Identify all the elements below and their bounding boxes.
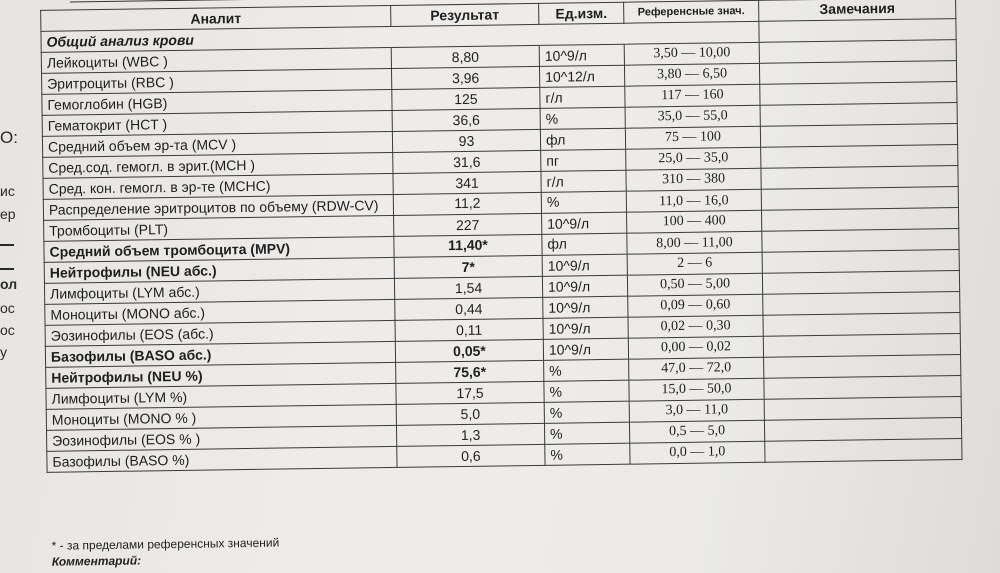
comment-label: Комментарий: [51,553,142,569]
unit-value: 10^12/л [539,65,624,87]
notes-cell [760,124,957,148]
reference-range: 8,00 — 11,00 [627,231,762,254]
notes-cell [760,103,957,127]
margin-fragment: ис [0,183,15,199]
analyte-name: Лимфоциты (LYM %) [46,383,396,409]
reference-range: 75 — 100 [625,126,760,149]
reference-range: 15,0 — 50,0 [629,378,764,401]
notes-cell [762,250,959,274]
result-value: 0,05* [395,339,543,362]
notes-cell [764,355,961,379]
unit-value: % [544,422,629,444]
reference-range: 100 — 400 [627,210,762,233]
analyte-name: Распределение эритроцитов по объему (RDW-CV) [43,194,393,220]
result-value: 0,6 [397,444,545,467]
notes-cell [759,61,956,85]
result-value: 5,0 [396,402,544,425]
reference-range: 0,0 — 1,0 [630,441,765,464]
analyte-name: Нейтрофилы (NEU %) [46,362,396,388]
lab-report-sheet [30,0,978,573]
notes-cell [763,334,960,358]
analyte-name: Эритроциты (RBC ) [42,68,392,94]
notes-cell [762,271,959,295]
result-value: 17,5 [396,381,544,404]
margin-rule [0,268,14,270]
header-unit: Ед.изм. [539,2,624,24]
section-title: Общий анализ крови [41,26,391,52]
analyte-name: Тромбоциты (PLT) [44,215,394,241]
notes-cell [764,397,961,421]
unit-value: % [544,380,629,402]
notes-cell [765,439,962,463]
analyte-name: Эозинофилы (EOS (абс.) [45,320,395,346]
margin-fragment: ос [0,322,15,338]
unit-value: 10^9/л [543,338,628,360]
notes-cell [761,166,958,190]
reference-range: 3,0 — 11,0 [629,399,764,422]
analyte-name: Лейкоциты (WBC ) [41,47,391,73]
notes-cell [759,40,956,64]
analyte-name: Лимфоциты (LYM абс.) [44,278,394,304]
header-analyte: Аналит [41,5,391,31]
reference-range: 11,0 — 16,0 [626,189,761,212]
notes-cell [762,229,959,253]
unit-value: фл [540,128,625,150]
header-result: Результат [391,3,539,26]
notes-cell [764,418,961,442]
unit-value: г/л [541,170,626,192]
margin-fragment: ер [0,206,16,222]
notes-cell [764,376,961,400]
reference-range: 47,0 — 72,0 [629,357,764,380]
unit-value: % [541,191,626,213]
result-value: 1,3 [396,423,544,446]
header-reference: Референсные знач. [624,0,759,23]
result-value: 1,54 [394,276,542,299]
unit-value: пг [541,149,626,171]
unit-value: % [545,443,630,465]
analyte-name: Гематокрит (HCT ) [42,110,392,136]
result-value: 125 [392,87,540,110]
unit-value: 10^9/л [542,275,627,297]
analyte-name: Базофилы (BASO %) [47,446,397,472]
result-value: 11,40* [394,234,542,257]
analyte-name: Моноциты (MONO абс.) [45,299,395,325]
margin-fragment: у [0,344,7,360]
unit-value: 10^9/л [539,44,624,66]
margin-fragment: O: [0,128,18,147]
result-value: 36,6 [392,108,540,131]
reference-range: 0,02 — 0,30 [628,315,763,338]
analyte-name: Сред. кон. гемогл. в эр-те (MCHC) [43,173,393,199]
notes-cell [760,82,957,106]
reference-range: 25,0 — 35,0 [626,147,761,170]
footnote: * - за пределами референсных значений [51,535,280,553]
reference-range: 0,00 — 0,02 [628,336,763,359]
notes-cell [762,208,959,232]
header-notes: Замечания [759,0,956,21]
analyte-name: Сред.сод. гемогл. в эрит.(MCH ) [43,152,393,178]
analyte-name: Базофилы (BASO абс.) [45,341,395,367]
notes-cell [763,313,960,337]
reference-range: 0,5 — 5,0 [629,420,764,443]
unit-value: % [544,401,629,423]
result-value: 341 [393,171,541,194]
margin-fragment: ол [0,276,18,292]
result-value: 227 [394,213,542,236]
reference-range: 2 — 6 [627,252,762,275]
unit-value: 10^9/л [542,254,627,276]
analyte-name: Нейтрофилы (NEU абс.) [44,257,394,283]
result-value: 31,6 [393,150,541,173]
reference-range: 3,50 — 10,00 [624,42,759,65]
reference-range: 117 — 160 [625,84,760,107]
margin-fragment: ос [0,300,15,316]
result-value: 7* [394,255,542,278]
reference-range: 0,50 — 5,00 [627,273,762,296]
unit-value: фл [542,233,627,255]
unit-value: % [540,107,625,129]
unit-value: 10^9/л [543,296,628,318]
result-value: 0,11 [395,318,543,341]
result-value: 3,96 [391,66,539,89]
unit-value: г/л [540,86,625,108]
notes-cell [763,292,960,316]
result-value: 11,2 [393,192,541,215]
analyte-name: Эозинофилы (EOS % ) [47,425,397,451]
blood-test-table [40,0,962,473]
analyte-name: Средний объем тромбоцита (MPV) [44,236,394,262]
result-value: 93 [392,129,540,152]
unit-value: 10^9/л [542,212,627,234]
reference-range: 0,09 — 0,60 [628,294,763,317]
notes-cell [761,145,958,169]
analyte-name: Средний объем эр-та (MCV ) [42,131,392,157]
reference-range: 310 — 380 [626,168,761,191]
notes-cell [761,187,958,211]
analyte-name: Гемоглобин (HGB) [42,89,392,115]
reference-range: 35,0 — 55,0 [625,105,760,128]
unit-value: 10^9/л [543,317,628,339]
result-value: 0,44 [395,297,543,320]
result-value: 75,6* [396,360,544,383]
analyte-name: Моноциты (MONO % ) [46,404,396,430]
result-value: 8,80 [391,45,539,68]
margin-rule [0,244,14,246]
unit-value: % [544,359,629,381]
reference-range: 3,80 — 6,50 [624,63,759,86]
